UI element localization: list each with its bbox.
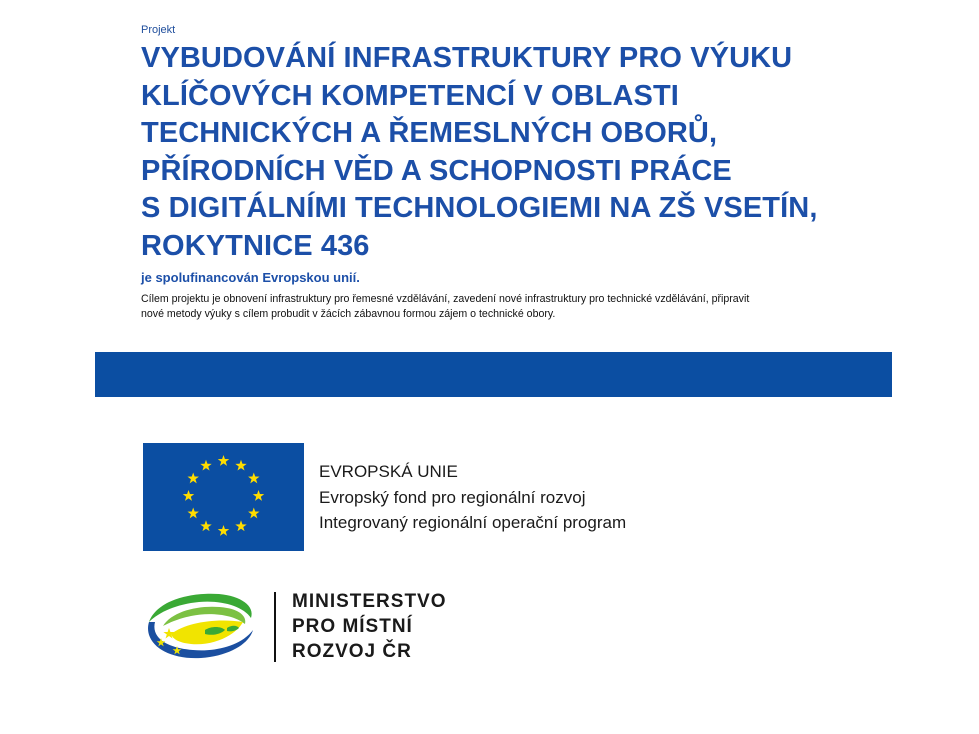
eu-fund-name: Evropský fond pro regionální rozvoj <box>319 487 586 507</box>
ministry-name-line: ROZVOJ ČR <box>292 641 412 662</box>
ministry-name-line: MINISTERSTVO <box>292 591 447 612</box>
eu-program-name: Integrovaný regionální operační program <box>319 513 627 532</box>
ministry-name <box>292 589 447 664</box>
ministry-name-line: PRO MÍSTNÍ <box>292 616 413 637</box>
project-title-line: PŘÍRODNÍCH VĚD A SCHOPNOSTI PRÁCE <box>141 154 732 187</box>
project-title-line: ROKYTNICE 436 <box>141 229 370 262</box>
project-goal <box>141 292 881 322</box>
ministry-logo-icon <box>143 592 258 662</box>
project-goal-line: Cílem projektu je obnovení infrastruktury pro řemesné vzdělávání, zavedení nové infrastruktury pro technické vzdělávání, připravit <box>141 293 750 305</box>
ministry-divider <box>274 592 276 662</box>
cofinanced-statement: je spolufinancován Evropskou unií. <box>141 270 360 285</box>
eu-funding-text <box>319 459 626 536</box>
eu-flag-icon <box>143 443 304 551</box>
project-title-line: VYBUDOVÁNÍ INFRASTRUKTURY PRO VÝUKU <box>141 42 793 74</box>
project-goal-line: nové metody výuky s cílem probudit v žácích zábavnou formou zájem o technické obory. <box>141 308 556 320</box>
project-title-line: KLÍČOVÝCH KOMPETENCÍ V OBLASTI <box>141 79 679 112</box>
eu-star-ring <box>183 455 264 536</box>
project-title-line: TECHNICKÝCH A ŘEMESLNÝCH OBORŮ, <box>141 117 718 149</box>
eu-name: EVROPSKÁ UNIE <box>319 462 458 481</box>
project-label: Projekt <box>141 24 176 36</box>
project-title <box>141 40 901 265</box>
project-title-line: S DIGITÁLNÍMI TECHNOLOGIEMI NA ZŠ VSETÍN, <box>141 192 818 224</box>
blue-band <box>95 352 892 397</box>
